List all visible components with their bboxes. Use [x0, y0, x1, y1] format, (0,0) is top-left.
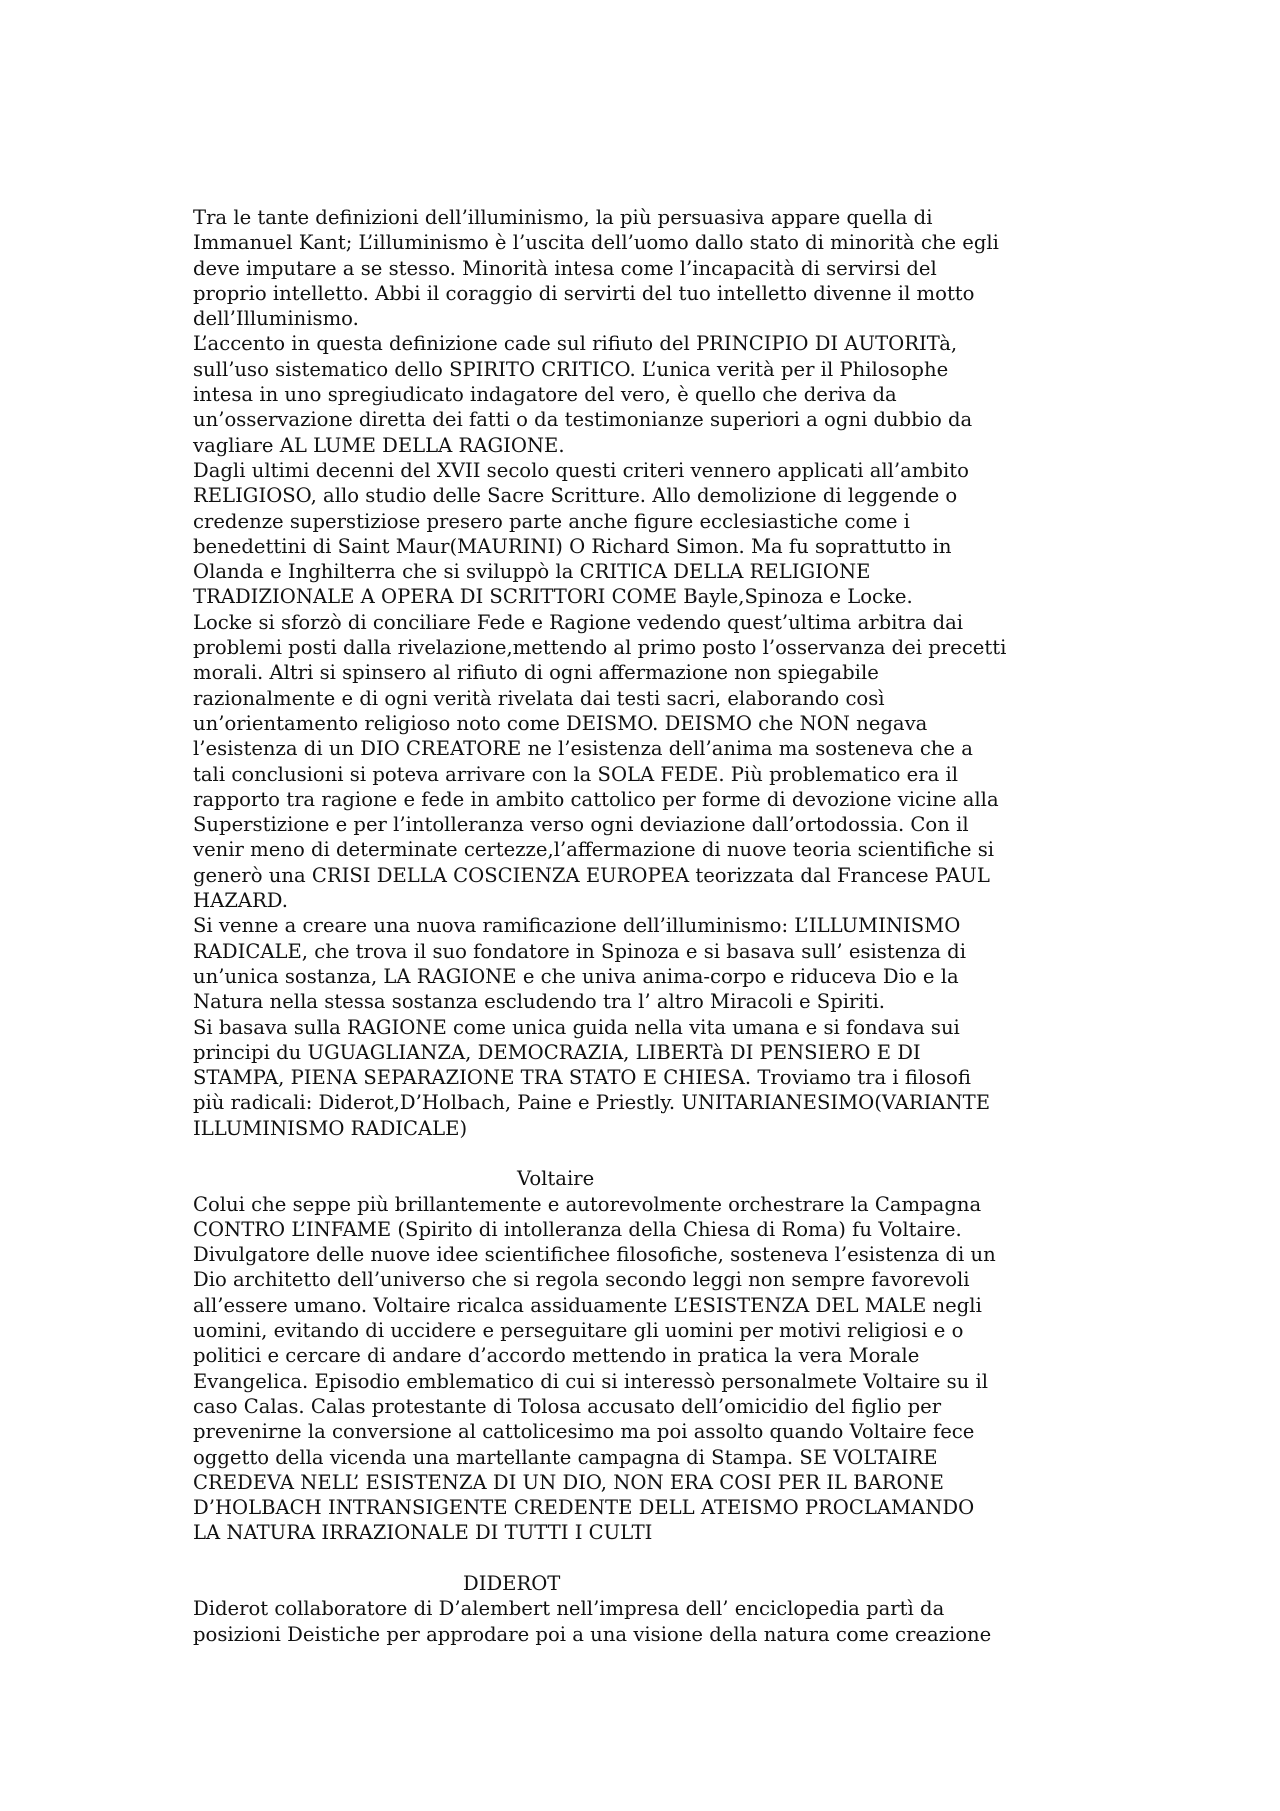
text-line: CREDEVA NELL’ ESISTENZA DI UN DIO, NON ERA COSI PER IL BARONE — [193, 1470, 944, 1494]
text-line: Tra le tante definizioni dell’illuminismo, la più persuasiva appare quella di — [193, 206, 933, 229]
text-line: proprio intelletto. Abbi il coraggio di servirti del tuo intelletto divenne il motto — [193, 281, 975, 305]
text-line: Si basava sulla RAGIONE come unica guida nella vita umana e si fondava sui — [193, 1015, 960, 1039]
text-line: più radicali: Diderot,D’Holbach, Paine e Priestly. UNITARIANESIMO(VARIANTE — [193, 1091, 991, 1115]
text-line: STAMPA, PIENA SEPARAZIONE TRA STATO E CHIESA. Troviamo tra i filosofi — [193, 1066, 971, 1090]
text-line: benedettini di Saint Maur(MAURINI) O Richard Simon. Ma fu soprattutto in — [193, 534, 952, 558]
text-line: Dagli ultimi decenni del XVII secolo questi criteri vennero applicati all’ambito — [193, 458, 969, 482]
text-line: politici e cercare di andare d’accordo mettendo in pratica la vera Morale — [193, 1344, 920, 1368]
intro-section — [193, 205, 1118, 1141]
text-line: rapporto tra ragione e fede in ambito cattolico per forme di devozione vicine alla — [193, 787, 999, 811]
text-line: RELIGIOSO, allo studio delle Sacre Scritture. Allo demolizione di leggende o — [193, 484, 958, 508]
text-line: deve imputare a se stesso. Minorità intesa come l’incapacità di servirsi del — [193, 256, 937, 280]
text-line: sull’uso sistematico dello SPIRITO CRITICO. L’unica verità per il Philosophe — [193, 357, 949, 381]
blank-line — [193, 1141, 1118, 1166]
text-line: RADICALE, che trova il suo fondatore in Spinoza e si basava sull’ esistenza di — [193, 939, 966, 963]
text-line: TRADIZIONALE A OPERA DI SCRITTORI COME Bayle,Spinoza e Locke. — [193, 585, 913, 609]
text-line: problemi posti dalla rivelazione,mettendo al primo posto l’osservanza dei precetti — [193, 636, 1007, 660]
voltaire-heading: Voltaire — [517, 1167, 595, 1191]
text-line: D’HOLBACH INTRANSIGENTE CREDENTE DELL ATEISMO PROCLAMANDO — [193, 1496, 975, 1520]
text-line: posizioni Deistiche per approdare poi a una visione della natura come creazione — [193, 1622, 992, 1646]
text-line: Locke si sforzò di conciliare Fede e Ragione vedendo quest’ultima arbitra dai — [193, 610, 964, 634]
voltaire-section — [193, 1192, 1118, 1546]
text-line: generò una CRISI DELLA COSCIENZA EUROPEA teorizzata dal Francese PAUL — [193, 863, 990, 887]
text-line: prevenirne la conversione al cattolicesimo ma poi assolto quando Voltaire fece — [193, 1420, 975, 1444]
text-line: dell’Illuminismo. — [193, 307, 359, 331]
text-line: morali. Altri si spinsero al rifiuto di ogni affermazione non spiegabile — [193, 661, 879, 685]
text-line: all’essere umano. Voltaire ricalca assiduamente L’ESISTENZA DEL MALE negli — [193, 1293, 982, 1317]
document-body — [193, 205, 1118, 1647]
text-line: credenze superstiziose presero parte anche figure ecclesiastiche come i — [193, 509, 910, 533]
blank-line — [193, 1546, 1118, 1571]
text-line: razionalmente e di ogni verità rivelata dai testi sacri, elaborando così — [193, 686, 885, 710]
text-line: Natura nella stessa sostanza escludendo tra l’ altro Miracoli e Spiriti. — [193, 990, 885, 1014]
text-line: intesa in uno spregiudicato indagatore del vero, è quello che deriva da — [193, 383, 897, 407]
text-line: principi du UGUAGLIANZA, DEMOCRAZIA, LIBERTà DI PENSIERO E DI — [193, 1040, 921, 1064]
text-line: un’unica sostanza, LA RAGIONE e che univa anima-corpo e riduceva Dio e la — [193, 964, 959, 988]
text-line: Evangelica. Episodio emblematico di cui si interessò personalmete Voltaire su il — [193, 1369, 989, 1393]
text-line: Divulgatore delle nuove idee scientifichee filosofiche, sosteneva l’esistenza di un — [193, 1243, 996, 1267]
diderot-section — [193, 1596, 1118, 1647]
text-line: HAZARD. — [193, 889, 288, 913]
diderot-heading: DIDEROT — [463, 1572, 561, 1596]
text-line: un’osservazione diretta dei fatti o da testimonianze superiori a ogni dubbio da — [193, 408, 973, 432]
text-line: tali conclusioni si poteva arrivare con la SOLA FEDE. Più problematico era il — [193, 762, 959, 786]
text-line: Dio architetto dell’universo che si regola secondo leggi non sempre favorevoli — [193, 1268, 970, 1292]
text-line: oggetto della vicenda una martellante campagna di Stampa. SE VOLTAIRE — [193, 1445, 938, 1469]
text-line: Colui che seppe più brillantemente e autorevolmente orchestrare la Campagna — [193, 1192, 982, 1216]
text-line: Superstizione e per l’intolleranza verso ogni deviazione dall’ortodossia. Con il — [193, 813, 969, 837]
text-line: L’accento in questa definizione cade sul rifiuto del PRINCIPIO DI AUTORITà, — [193, 332, 958, 356]
text-line: Immanuel Kant; L’illuminismo è l’uscita dell’uomo dallo stato di minorità che egli — [193, 231, 999, 255]
text-line: ILLUMINISMO RADICALE) — [193, 1116, 468, 1140]
text-line: l’esistenza di un DIO CREATORE ne l’esistenza dell’anima ma sosteneva che a — [193, 737, 973, 761]
text-line: un’orientamento religioso noto come DEISMO. DEISMO che NON negava — [193, 711, 928, 735]
text-line: Olanda e Inghilterra che si sviluppò la CRITICA DELLA RELIGIONE — [193, 560, 871, 584]
text-line: LA NATURA IRRAZIONALE DI TUTTI I CULTI — [193, 1521, 653, 1545]
text-line: venir meno di determinate certezze,l’affermazione di nuove teoria scientifiche si — [193, 838, 995, 862]
text-line: uomini, evitando di uccidere e perseguitare gli uomini per motivi religiosi e o — [193, 1319, 964, 1343]
text-line: vagliare AL LUME DELLA RAGIONE. — [193, 433, 565, 457]
text-line: caso Calas. Calas protestante di Tolosa accusato dell’omicidio del figlio per — [193, 1394, 942, 1418]
text-line: Si venne a creare una nuova ramificazione dell’illuminismo: L’ILLUMINISMO — [193, 914, 961, 938]
text-line: CONTRO L’INFAME (Spirito di intolleranza della Chiesa di Roma) fu Voltaire. — [193, 1217, 962, 1241]
text-line: Diderot collaboratore di D’alembert nell’impresa dell’ enciclopedia partì da — [193, 1597, 945, 1621]
